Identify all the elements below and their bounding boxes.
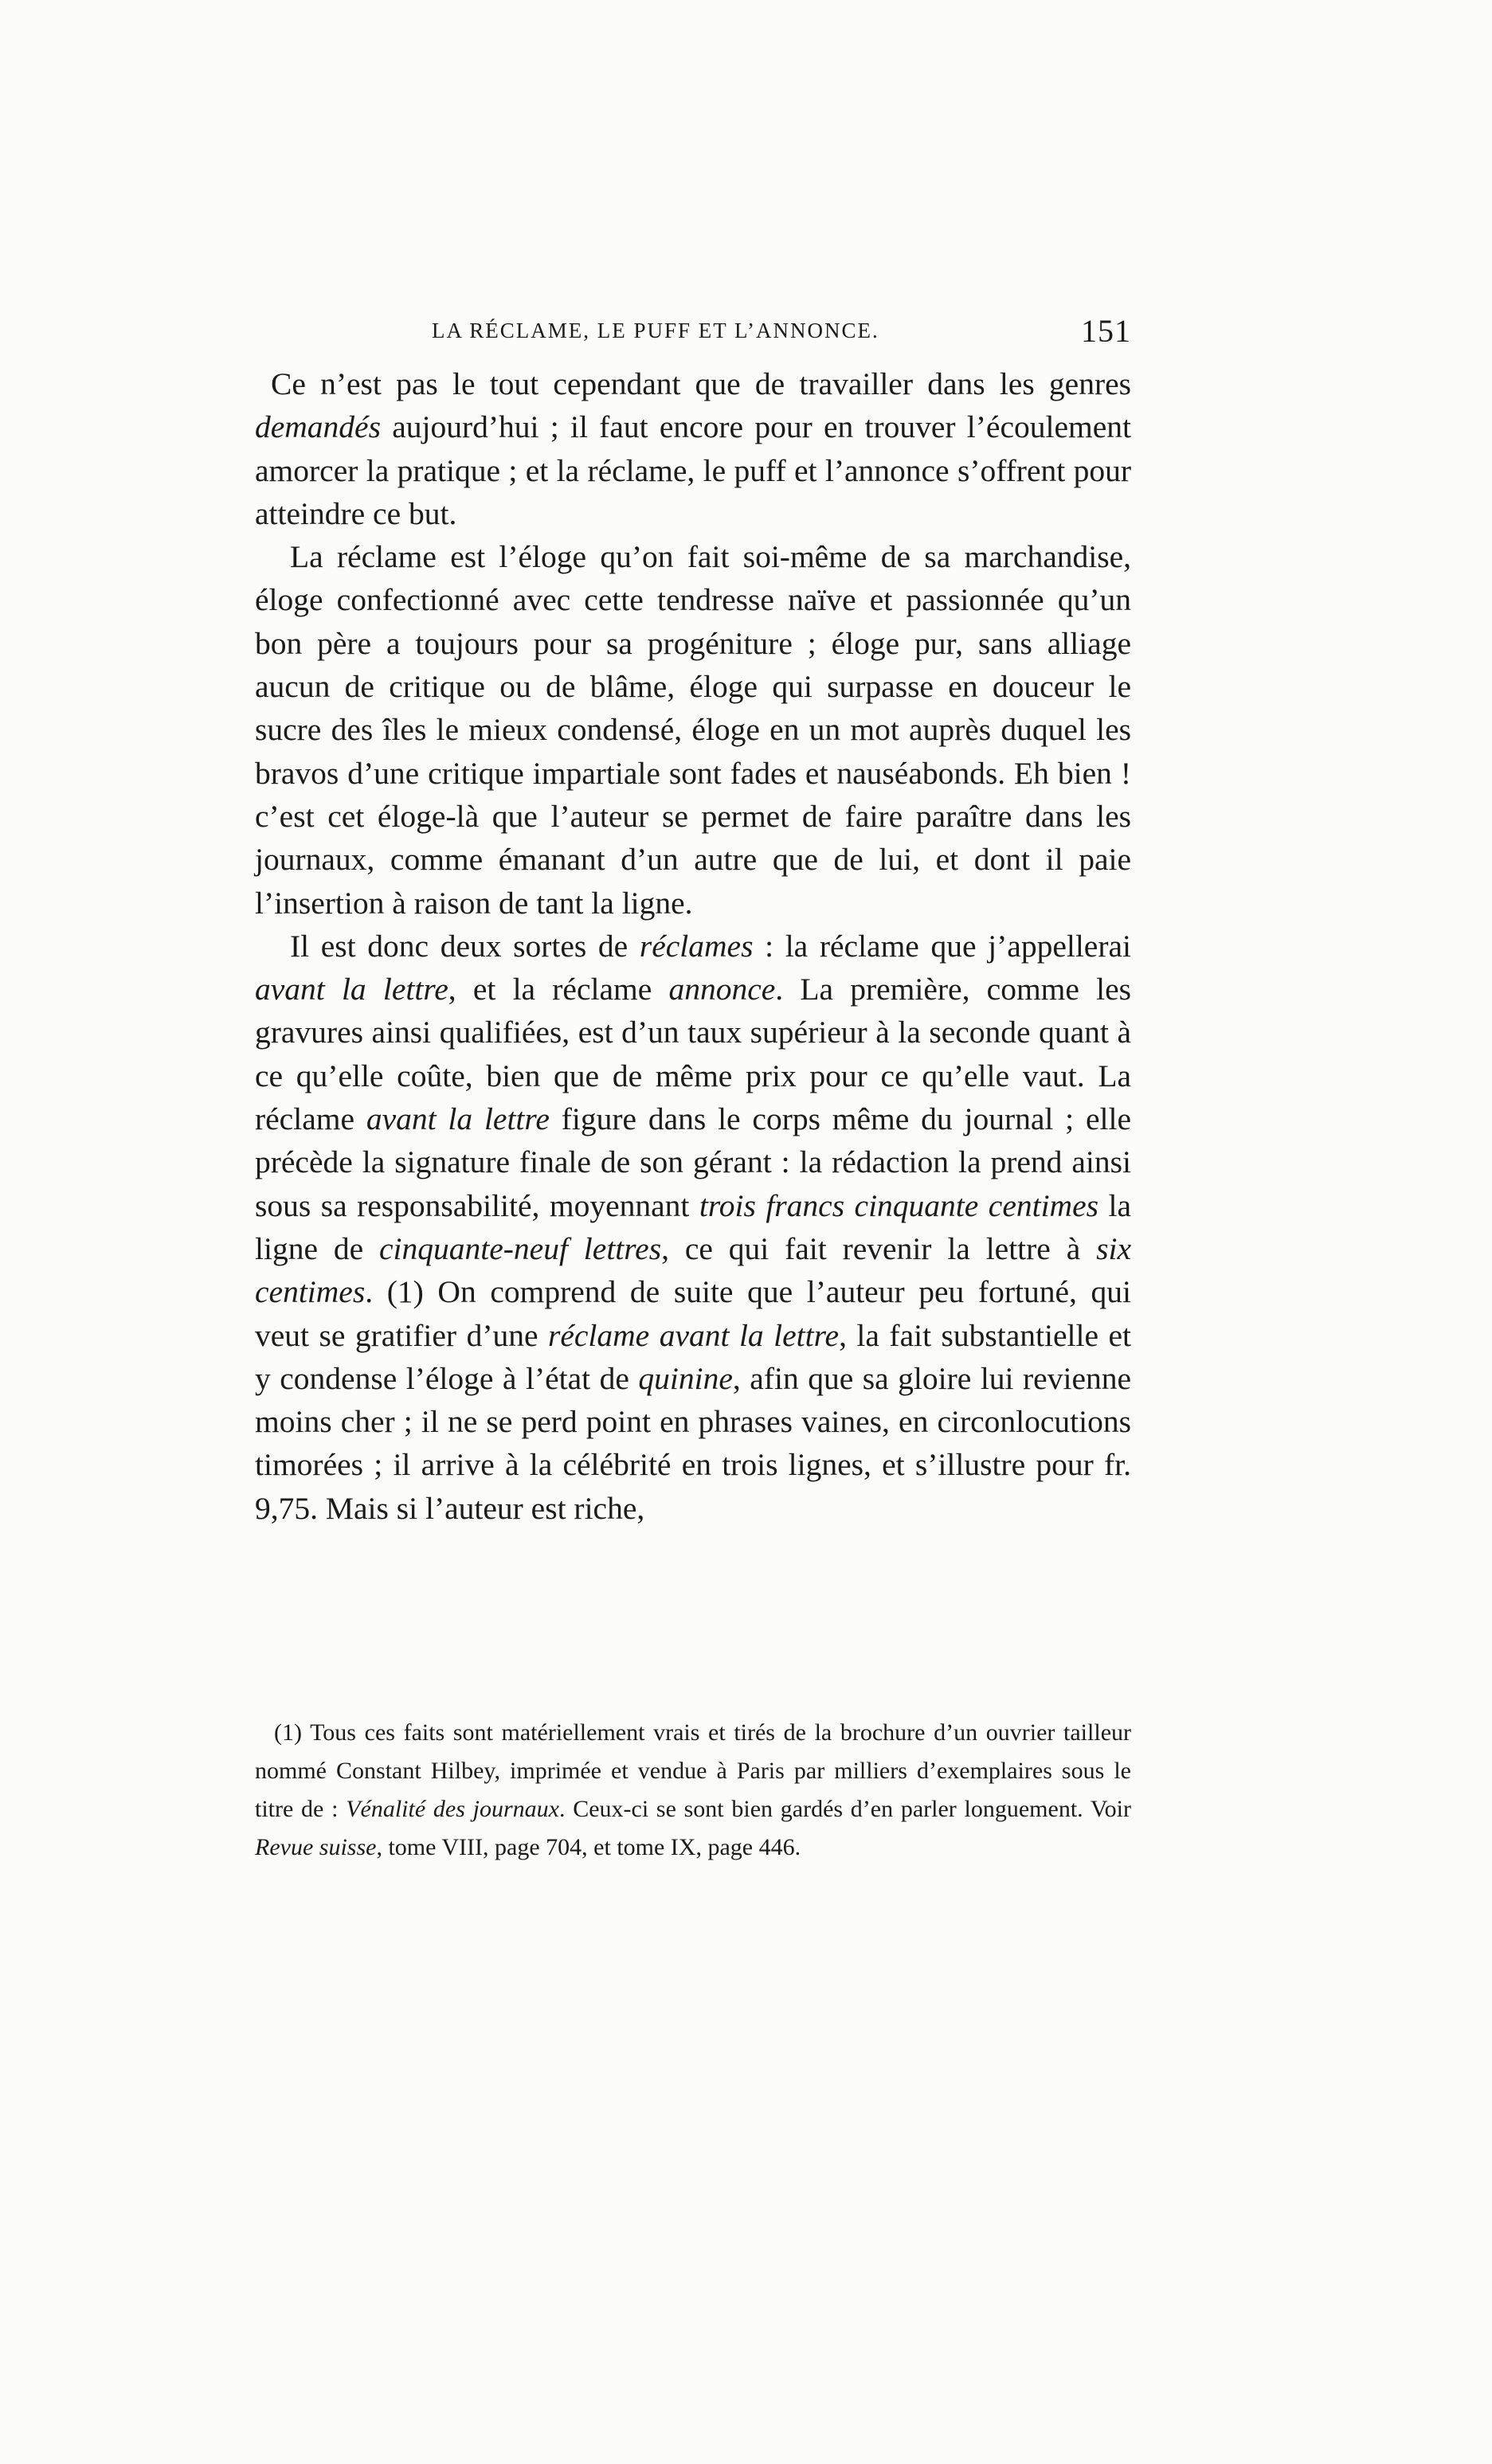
footnote-1-text-b: . Ceux-ci se sont bien gardés d’en parler longuement. Voir (558, 1796, 1131, 1822)
paragraph-3-italic-reclames: réclames (639, 928, 754, 964)
paragraph-1 (255, 362, 1131, 535)
paragraph-3-italic-cinquante-neuf: cinquante-neuf lettres (379, 1230, 662, 1266)
paragraph-3-text-h: . (1) On comprend de suite que l’auteur peu fortuné, qui veut se gratifier d’une (255, 1274, 1131, 1353)
paragraph-3-text-b: : la réclame que j’appellerai (753, 928, 1131, 964)
paragraph-2: La réclame est l’éloge qu’on fait soi-même de sa marchandise, éloge confectionné avec cette tendresse naïve et passionnée qu’un bon père a toujours pour sa progéniture ; éloge pur, sans alliage aucun de critique ou de blâme, éloge qui surpasse en douceur le sucre des îles le mieux condensé, éloge en un mot auprès duquel les bravos d’une critique impartiale sont fades et nauséabonds. Eh bien ! c’est cet éloge-là que l’auteur se permet de faire paraître dans les journaux, comme émanant d’un autre que de lui, et dont il paie l’insertion à raison de tant la ligne. (255, 539, 1131, 921)
paragraph-3-text-a: Il est donc deux sortes de (290, 928, 640, 964)
footnote-1-text-c: , tome VIII, page 704, et tome IX, page 446. (376, 1834, 801, 1860)
paragraph-3-italic-avant-la-lettre: avant la lettre (255, 972, 448, 1007)
paragraph-3-italic-trois-francs: trois francs cinquante centimes (699, 1187, 1098, 1223)
paragraph-3-italic-six-centimes: six centimes (255, 1230, 1131, 1310)
paragraph-3-text-i: , la fait substantielle et y condense l’éloge à l’état de (255, 1317, 1132, 1396)
footnote-1-italic-title: Vénalité des journaux (346, 1796, 559, 1822)
paragraph-3-italic-quinine: quinine (638, 1360, 733, 1396)
paragraph-3-italic-avant-la-lettre-2: avant la lettre (366, 1101, 550, 1137)
running-title: LA RÉCLAME, LE PUFF ET L’ANNONCE. (432, 319, 879, 342)
footnote-1-italic-revue: Revue suisse (255, 1834, 377, 1860)
paragraph-3-text-d: . La première, comme les gravures ainsi qualifiées, est d’un taux supérieur à la seconde quant à ce qu’elle coûte, bien que de même prix pour ce qu’elle vaut. La réclame (255, 972, 1132, 1137)
footnote-1-text-a: (1) Tous ces faits sont matériellement vrais et tirés de la brochure d’un ouvrier tailleur nommé Constant Hilbey, imprimée et vendue à Paris par milliers d’exemplaires sous le titre de : (255, 1719, 1131, 1822)
footnote-1 (255, 1714, 1131, 1867)
footnotes (255, 1714, 1131, 1867)
main-text (255, 362, 1131, 1530)
page-number: 151 (1081, 313, 1131, 349)
paragraph-1-text-b: aujourd’hui ; il faut encore pour en trouver l’écoulement amorcer la pratique ; et la réclame, le puff et l’annonce s’offrent pour atteindre ce but. (255, 409, 1131, 531)
paragraph-3-italic-annonce: annonce (668, 972, 776, 1007)
paragraph-1-italic-demandes: demandés (255, 409, 381, 445)
paragraph-3-text-c: , et la réclame (448, 972, 669, 1007)
page-header (255, 312, 1131, 360)
paragraph-3-text-f: la ligne de (255, 1187, 1131, 1266)
paragraph-3-text-g: , ce qui fait revenir la lettre à (661, 1230, 1097, 1266)
paragraph-3-text-j: , afin que sa gloire lui revienne moins cher ; il ne se perd point en phrases vaines, en circonlocutions timorées ; il arrive à la célébrité en trois lignes, et s’illustre pour fr. 9,75. Mais si l’auteur est riche, (255, 1360, 1132, 1526)
paragraph-3-italic-reclame-avant: réclame avant la lettre (548, 1317, 840, 1353)
paragraph-3 (255, 925, 1131, 1530)
paragraph-1-text-a: Ce n’est pas le tout cependant que de travailler dans les genres (271, 366, 1131, 401)
paragraph-3-text-e: figure dans le corps même du journal ; elle précède la signature finale de son gérant : la rédaction la prend ainsi sous sa responsabilité, moyennant (255, 1101, 1132, 1223)
